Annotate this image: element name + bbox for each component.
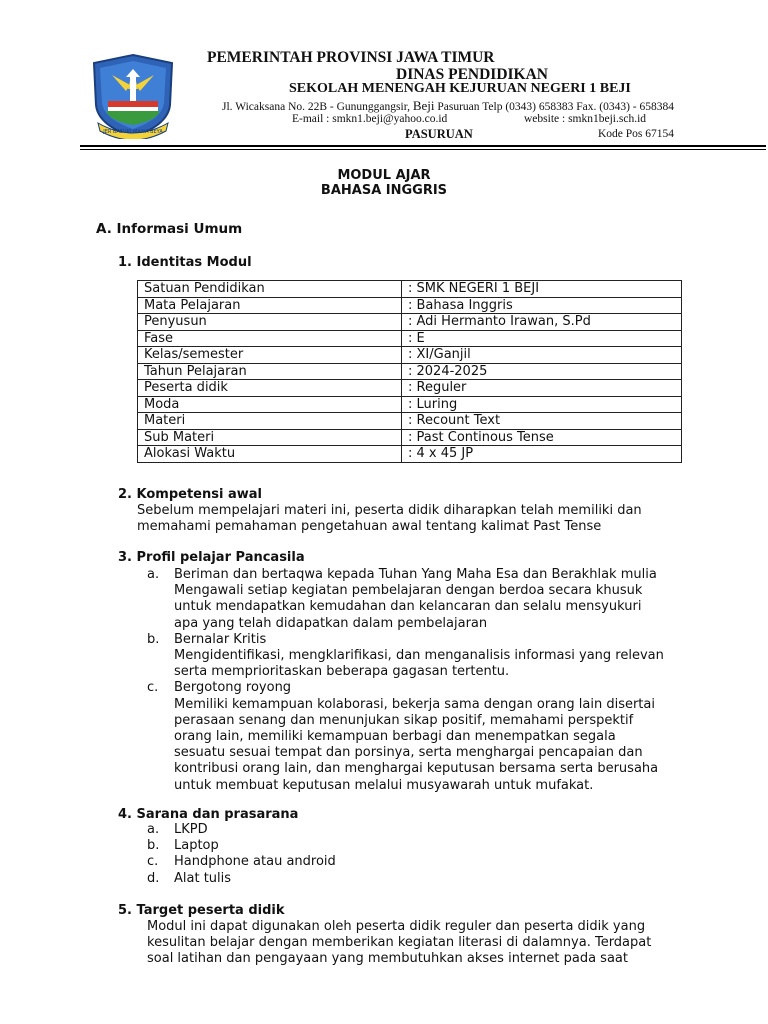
letterhead-school: SEKOLAH MENENGAH KEJURUAN NEGERI 1 BEJI — [289, 81, 631, 96]
profil-list — [147, 567, 727, 794]
table-cell-label: Peserta didik — [138, 380, 402, 397]
table-cell-label: Sub Materi — [138, 429, 402, 446]
list-item-text: Alat tulis — [174, 870, 232, 886]
list-item-title: Beriman dan bertaqwa kepada Tuhan Yang Maha Esa dan Berakhlak mulia — [174, 567, 657, 582]
heading-kompetensi-awal: 2. Kompetensi awal — [118, 487, 262, 502]
list-item-description-line: orang lain, memiliki kemampuan berbagi dan menempatkan segala — [174, 729, 616, 745]
heading-target-peserta-didik: 5. Target peserta didik — [118, 903, 285, 918]
svg-text:JER BASUKI MAWA BEYA: JER BASUKI MAWA BEYA — [103, 129, 163, 135]
table-cell-value: : Recount Text — [402, 413, 682, 430]
list-marker: c. — [147, 680, 159, 696]
list-marker: b. — [147, 631, 160, 647]
table-row — [138, 380, 682, 397]
kompetensi-text-line-1: Sebelum mempelajari materi ini, peserta didik diharapkan telah memiliki dan — [137, 503, 642, 518]
table-cell-value: : 2024-2025 — [402, 363, 682, 380]
list-item-text: LKPD — [174, 822, 208, 837]
table-cell-value: : E — [402, 330, 682, 347]
list-item-description-line: Memiliki kemampuan kolaborasi, bekerja sama dengan orang lain disertai — [174, 696, 655, 712]
table-cell-value: : SMK NEGERI 1 BEJI — [402, 281, 682, 298]
kompetensi-text-line-2: memahami pemahaman pengetahuan awal tentang kalimat Past Tense — [137, 519, 602, 534]
table-row — [138, 396, 682, 413]
heading-profil-pelajar: 3. Profil pelajar Pancasila — [118, 550, 305, 565]
table-cell-label: Alokasi Waktu — [138, 446, 402, 463]
table-cell-value: : Adi Hermanto Irawan, S.Pd — [402, 314, 682, 331]
list-item-description-line: perasaan senang dan menunjukan sikap positif, memahami perspektif — [174, 712, 634, 728]
section-heading-informasi-umum: A. Informasi Umum — [96, 221, 243, 237]
table-cell-label: Penyusun — [138, 314, 402, 331]
list-item-description-line: kontribusi orang lain, dan menghargai keputusan bersama serta berusaha — [174, 761, 659, 777]
letterhead-office: DINAS PENDIDIKAN — [396, 66, 549, 83]
list-item-title: Bernalar Kritis — [174, 631, 267, 647]
sarana-list — [147, 822, 727, 887]
table-cell-value: : Luring — [402, 396, 682, 413]
list-item-text: Laptop — [174, 838, 219, 854]
table-cell-value: : XI/Ganjil — [402, 347, 682, 364]
table-row — [138, 429, 682, 446]
list-marker: b. — [147, 838, 160, 854]
table-cell-label: Satuan Pendidikan — [138, 281, 402, 298]
document-subtitle: BAHASA INGGRIS — [320, 183, 448, 198]
letterhead-website: website : smkn1beji.sch.id — [524, 113, 647, 125]
table-cell-label: Kelas/semester — [138, 347, 402, 364]
table-cell-value: : Past Continous Tense — [402, 429, 682, 446]
identitas-table — [137, 280, 682, 463]
east-java-province-crest-icon — [90, 53, 176, 139]
table-row — [138, 446, 682, 463]
table-cell-label: Mata Pelajaran — [138, 297, 402, 314]
table-row — [138, 314, 682, 331]
list-marker: a. — [147, 822, 160, 837]
list-item — [147, 822, 727, 838]
list-item — [147, 680, 727, 696]
table-cell-value: : Reguler — [402, 380, 682, 397]
list-item-description-line: apa yang telah didapatkan dalam pembelajaran — [174, 615, 488, 631]
list-item — [147, 838, 727, 854]
table-row — [138, 330, 682, 347]
heading-sarana-prasarana: 4. Sarana dan prasarana — [118, 807, 299, 822]
table-cell-label: Fase — [138, 330, 402, 347]
letterhead-city: PASURUAN — [405, 127, 473, 141]
table-row — [138, 347, 682, 364]
letterhead-divider-thin — [80, 149, 766, 150]
list-item-description-line: sesuatu sesuai tempat dan porsinya, serta menghargai pencapaian dan — [174, 745, 643, 761]
table-cell-label: Moda — [138, 396, 402, 413]
table-row — [138, 413, 682, 430]
document-title: MODUL AJAR — [337, 168, 431, 183]
letterhead-address: Jl. Wicaksana No. 22B - Gununggangsir, Beji Pasuruan Telp (0343) 658383 Fax. (0343) - 658384 — [222, 98, 674, 113]
list-marker: a. — [147, 567, 160, 582]
list-item-description-line: Mengawali setiap kegiatan pembelajaran dengan berdoa secara khusuk — [174, 583, 643, 599]
table-cell-label: Materi — [138, 413, 402, 430]
target-text — [147, 919, 747, 968]
table-row — [138, 297, 682, 314]
list-item-description-line: serta memprioritaskan beberapa gagasan tertentu. — [174, 664, 510, 680]
letterhead-email: E-mail : smkn1.beji@yahoo.co.id — [292, 113, 448, 125]
table-row — [138, 363, 682, 380]
target-text-line: Modul ini dapat digunakan oleh peserta didik reguler dan peserta didik yang — [147, 919, 646, 934]
list-item — [147, 567, 727, 583]
list-item-description-line: Mengidentifikasi, mengklarifikasi, dan menganalisis informasi yang relevan — [174, 648, 664, 664]
list-item — [147, 632, 727, 648]
list-item — [147, 871, 727, 887]
target-text-line: kesulitan belajar dengan memberikan kegiatan literasi di dalamnya. Terdapat — [147, 935, 652, 951]
list-item-description-line: untuk mendapatkan kemudahan dan kelancaran dan selalu mensyukuri — [174, 599, 642, 615]
letterhead-divider — [80, 145, 766, 147]
letterhead-province: PEMERINTAH PROVINSI JAWA TIMUR — [207, 49, 495, 66]
heading-identitas-modul: 1. Identitas Modul — [118, 255, 252, 270]
list-marker: d. — [147, 870, 160, 886]
list-item-text: Handphone atau android — [174, 854, 336, 870]
letterhead-postal-code: Kode Pos 67154 — [598, 128, 675, 140]
table-row — [138, 281, 682, 298]
table-cell-value: : Bahasa Inggris — [402, 297, 682, 314]
table-cell-label: Tahun Pelajaran — [138, 363, 402, 380]
list-item — [147, 854, 727, 870]
table-cell-value: : 4 x 45 JP — [402, 446, 682, 463]
list-marker: c. — [147, 854, 159, 870]
list-item-title: Bergotong royong — [174, 680, 292, 696]
target-text-line: soal latihan dan pengayaan yang membutuhkan akses internet pada saat — [147, 951, 628, 967]
list-item-description-line: untuk membuat keputusan melalui musyawarah untuk mufakat. — [174, 777, 594, 793]
